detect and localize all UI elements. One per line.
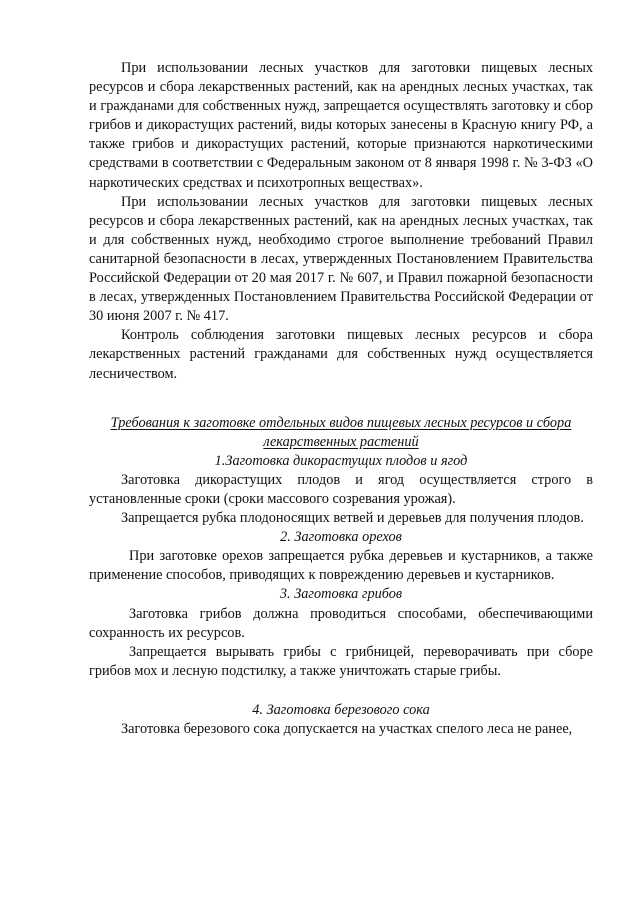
paragraph-berries-prohibition: Запрещается рубка плодоносящих ветвей и деревьев для получения плодов.	[121, 510, 584, 527]
spacer	[89, 681, 593, 701]
heading-berries: 1.Заготовка дикорастущих плодов и ягод	[214, 452, 468, 469]
paragraph-mushrooms-methods: Заготовка грибов должна проводиться способами, обеспечивающими сохранность их ресурсов.	[89, 605, 593, 641]
spacer	[89, 384, 593, 414]
paragraph-control: Контроль соблюдения заготовки пищевых лесных ресурсов и сбора лекарственных растений гражданами для собственных нужд осуществляется лесничеством.	[89, 327, 593, 382]
paragraph-nuts: При заготовке орехов запрещается рубка деревьев и кустарников, а также применение способов, приводящих к повреждению деревьев и кустарников.	[89, 548, 593, 584]
paragraph-mushrooms-prohibition: Запрещается вырывать грибы с грибницей, переворачивать при сборе грибов мох и лесную подстилку, а также уничтожать старые грибы.	[89, 643, 593, 679]
paragraph-berries-terms: Заготовка дикорастущих плодов и ягод осуществляется строго в установленные сроки (сроки массового созревания урожая).	[89, 471, 593, 507]
paragraph-birch-sap: Заготовка березового сока допускается на участках спелого леса не ранее,	[121, 721, 573, 737]
heading-nuts: 2. Заготовка орехов	[280, 529, 402, 546]
heading-birch-sap: 4. Заготовка березового сока	[252, 701, 430, 718]
section-title-line-2: лекарственных растений	[263, 433, 419, 450]
heading-mushrooms: 3. Заготовка грибов	[279, 586, 403, 603]
paragraph-sanitary-rules: При использовании лесных участков для заготовки пищевых лесных ресурсов и сбора лекарственных растений, как на арендных лесных участках, так и для собственных нужд, необходимо строгое выполнение требований Правил санитарной безопасности в лесах, утвержденных Постановлением Правительства Российской Федерации от 20 мая 2017 г. № 607, и Правил пожарной безопасности в лесах, утвержденных Постановлением Правительства Российской Федерации от 30 июня 2007 г. № 417.	[89, 193, 593, 325]
paragraph-prohibition: При использовании лесных участков для заготовки пищевых лесных ресурсов и сбора лекарственных растений, как на арендных лесных участках, так и гражданами для собственных нужд, запрещается осуществлять заготовку и сбор грибов и дикорастущих растений, виды которых занесены в Красную книгу РФ, а также грибов и дикорастущих растений, которые признаются наркотическими средствами в соответствии с Федеральным законом от 8 января 1998 г. № 3-ФЗ «О наркотических средствах и психотропных веществах».	[89, 60, 593, 191]
section-title-line-1: Требования к заготовке отдельных видов пищевых лесных ресурсов и сбора	[110, 414, 572, 431]
